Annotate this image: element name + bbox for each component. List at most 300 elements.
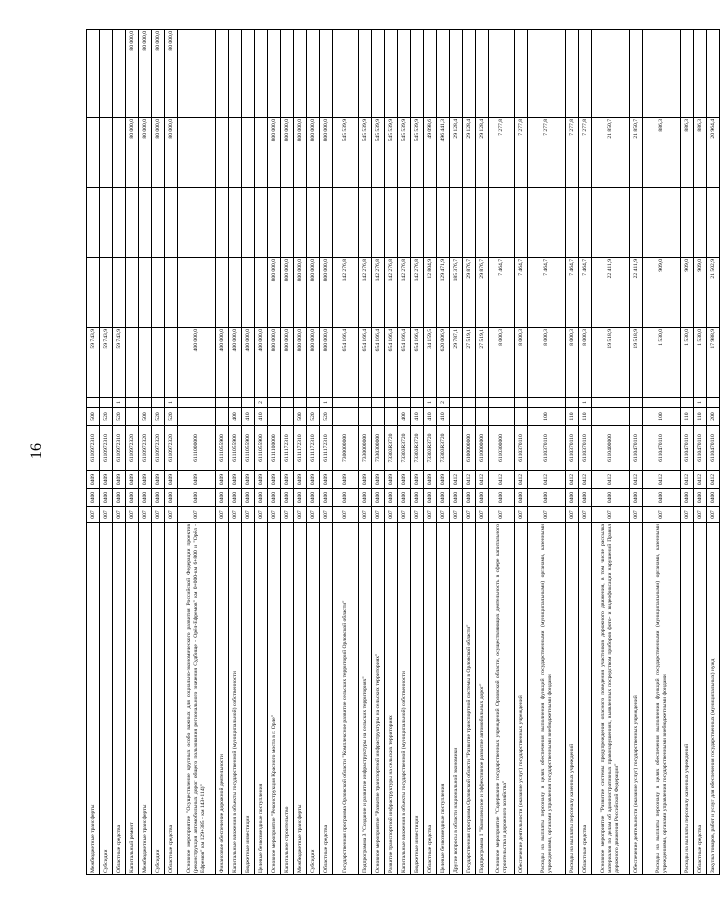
- row-amount-5-cell: [411, 30, 424, 118]
- table-row: [372, 30, 385, 875]
- row-amount-3-cell: [139, 188, 152, 258]
- row-subsection-cell: 0412: [528, 471, 566, 489]
- row-amount-2-cell: 800 000,0: [307, 258, 320, 328]
- row-amount-2-cell: 909,0: [643, 258, 681, 328]
- row-amount-3-cell: [178, 188, 216, 258]
- row-amount-5-cell: [372, 30, 385, 118]
- row-subsection-cell: 0412: [450, 471, 463, 489]
- row-source-cell: [372, 398, 385, 408]
- row-section-cell: 0400: [411, 489, 424, 507]
- budget-table-body: [87, 30, 720, 875]
- table-row: [216, 30, 229, 875]
- row-subsection-cell: 0409: [385, 471, 398, 489]
- row-amount-5-cell: [385, 30, 398, 118]
- row-section-cell: 0400: [126, 489, 139, 507]
- row-amount-4-cell: 545 539,9: [333, 118, 359, 188]
- row-target-article-cell: 73303R3720: [385, 426, 398, 471]
- row-amount-4-cell: 80 000,0: [165, 118, 178, 188]
- row-amount-cell: 620 006,9: [437, 328, 450, 398]
- row-subsection-cell: 0412: [707, 471, 720, 489]
- row-source-cell: [139, 398, 152, 408]
- row-subsection-cell: 0409: [100, 471, 113, 489]
- row-amount-3-cell: [592, 188, 630, 258]
- row-amount-5-cell: [268, 30, 281, 118]
- row-name-cell: Обеспечение деятельности (оказание услуг) государственных учреждений: [515, 523, 528, 875]
- row-expense-type-cell: [450, 408, 463, 426]
- row-expense-type-cell: 410: [242, 408, 255, 426]
- row-amount-4-cell: 29 128,4: [450, 118, 463, 188]
- row-amount-3-cell: [113, 188, 126, 258]
- row-subsection-cell: 0409: [411, 471, 424, 489]
- row-section-cell: 0400: [463, 489, 476, 507]
- row-source-cell: [242, 398, 255, 408]
- row-amount-cell: 654 166,4: [398, 328, 411, 398]
- row-name-cell: Расходы на выплаты персоналу в целях обеспечения выполнения функций государственными (муниципальными) органами, казенными учреждениями, органами управления государственными внебюджетными фондами: [528, 523, 566, 875]
- table-row: [579, 30, 592, 875]
- row-subsection-cell: 0409: [113, 471, 126, 489]
- row-target-article-cell: 6110470110: [707, 426, 720, 471]
- row-amount-5-cell: [450, 30, 463, 118]
- row-amount-5-cell: [216, 30, 229, 118]
- row-expense-type-cell: 410: [255, 408, 268, 426]
- row-amount-2-cell: [255, 258, 268, 328]
- row-expense-type-cell: [630, 408, 643, 426]
- row-expense-type-cell: 100: [643, 408, 681, 426]
- row-amount-4-cell: 7 277,8: [489, 118, 515, 188]
- row-amount-4-cell: 29 128,4: [463, 118, 476, 188]
- row-source-cell: [178, 398, 216, 408]
- row-expense-type-cell: 410: [424, 408, 437, 426]
- row-amount-4-cell: 7 277,8: [528, 118, 566, 188]
- row-amount-2-cell: 22 411,9: [592, 258, 630, 328]
- row-amount-3-cell: [515, 188, 528, 258]
- row-section-cell: 0400: [592, 489, 630, 507]
- row-source-cell: [229, 398, 242, 408]
- row-amount-5-cell: [424, 30, 437, 118]
- table-row: [630, 30, 643, 875]
- row-section-cell: 0400: [255, 489, 268, 507]
- row-subsection-cell: 0409: [281, 471, 294, 489]
- row-name-cell: Основное мероприятие "Осуществление крупных особо важных для социально-экономического развития Российской Федерации проектов (реконструкция автомобильных дорог общего пользования регионального значения Судбище - Орёл-Ефремов" км 0+000-км 6+800 и "Орёл - Ефремов" км 129+385 - км 143+114)": [178, 523, 216, 875]
- row-target-article-cell: 6111055900: [216, 426, 229, 471]
- table-row: [87, 30, 100, 875]
- row-source-cell: 2: [255, 398, 268, 408]
- row-ved-cell: 007: [385, 507, 398, 523]
- table-row: [592, 30, 630, 875]
- row-source-cell: [152, 398, 165, 408]
- row-target-article-cell: 6110470110: [630, 426, 643, 471]
- row-ved-cell: 007: [681, 507, 694, 523]
- row-amount-4-cell: 20 964,4: [707, 118, 720, 188]
- row-target-article-cell: 6110000000: [476, 426, 489, 471]
- row-target-article-cell: 73303R3720: [437, 426, 450, 471]
- row-amount-5-cell: [528, 30, 566, 118]
- row-amount-3-cell: [242, 188, 255, 258]
- row-amount-cell: 8 000,3: [515, 328, 528, 398]
- row-expense-type-cell: 200: [707, 408, 720, 426]
- row-amount-3-cell: [372, 188, 385, 258]
- row-amount-3-cell: [268, 188, 281, 258]
- table-row: [476, 30, 489, 875]
- row-source-cell: [643, 398, 681, 408]
- row-expense-type-cell: [178, 408, 216, 426]
- row-amount-4-cell: 545 539,9: [372, 118, 385, 188]
- row-amount-3-cell: [694, 188, 707, 258]
- row-target-article-cell: 7300000000: [333, 426, 359, 471]
- row-expense-type-cell: 520: [320, 408, 333, 426]
- row-ved-cell: 007: [242, 507, 255, 523]
- row-name-cell: Субсидии: [100, 523, 113, 875]
- table-row: [450, 30, 463, 875]
- row-amount-2-cell: [178, 258, 216, 328]
- row-target-article-cell: 6110470110: [681, 426, 694, 471]
- row-ved-cell: 007: [216, 507, 229, 523]
- row-amount-3-cell: [359, 188, 372, 258]
- row-subsection-cell: 0412: [515, 471, 528, 489]
- row-amount-5-cell: [87, 30, 100, 118]
- row-section-cell: 0400: [566, 489, 579, 507]
- row-subsection-cell: 0412: [566, 471, 579, 489]
- row-section-cell: 0400: [165, 489, 178, 507]
- row-ved-cell: 007: [152, 507, 165, 523]
- table-row: [333, 30, 359, 875]
- table-row: [320, 30, 333, 875]
- row-subsection-cell: 0409: [359, 471, 372, 489]
- row-amount-cell: 19 518,9: [592, 328, 630, 398]
- row-name-cell: Бюджетные инвестиции: [411, 523, 424, 875]
- row-source-cell: [359, 398, 372, 408]
- row-section-cell: 0400: [216, 489, 229, 507]
- row-expense-type-cell: [463, 408, 476, 426]
- row-subsection-cell: 0412: [681, 471, 694, 489]
- row-target-article-cell: 6111172310: [281, 426, 294, 471]
- row-amount-3-cell: [294, 188, 307, 258]
- row-amount-4-cell: 800 000,0: [268, 118, 281, 188]
- row-ved-cell: 007: [515, 507, 528, 523]
- row-amount-2-cell: 29 876,7: [476, 258, 489, 328]
- table-row: [100, 30, 113, 875]
- row-name-cell: Капитальный ремонт: [126, 523, 139, 875]
- row-section-cell: 0400: [268, 489, 281, 507]
- table-row: [437, 30, 450, 875]
- row-ved-cell: 007: [307, 507, 320, 523]
- row-source-cell: [411, 398, 424, 408]
- row-subsection-cell: 0412: [694, 471, 707, 489]
- row-target-article-cell: 6110972320: [126, 426, 139, 471]
- table-row: [707, 30, 720, 875]
- row-amount-5-cell: [476, 30, 489, 118]
- row-amount-3-cell: [643, 188, 681, 258]
- row-name-cell: Межбюджетные трансферты: [139, 523, 152, 875]
- row-amount-2-cell: [229, 258, 242, 328]
- row-amount-2-cell: 800 000,0: [281, 258, 294, 328]
- row-amount-4-cell: 800 000,0: [294, 118, 307, 188]
- row-target-article-cell: 6111000000: [178, 426, 216, 471]
- row-target-article-cell: 6110300000: [489, 426, 515, 471]
- row-section-cell: 0400: [87, 489, 100, 507]
- row-ved-cell: 007: [294, 507, 307, 523]
- row-expense-type-cell: 520: [165, 408, 178, 426]
- row-amount-4-cell: 800 000,0: [307, 118, 320, 188]
- table-row: [178, 30, 216, 875]
- table-row: [139, 30, 152, 875]
- row-amount-3-cell: [424, 188, 437, 258]
- row-amount-5-cell: [463, 30, 476, 118]
- row-amount-2-cell: 142 276,8: [333, 258, 359, 328]
- row-amount-2-cell: 800 000,0: [294, 258, 307, 328]
- row-amount-2-cell: 22 411,9: [630, 258, 643, 328]
- table-row: [255, 30, 268, 875]
- row-amount-5-cell: 80 000,0: [152, 30, 165, 118]
- row-name-cell: Субсидии: [307, 523, 320, 875]
- row-amount-3-cell: [165, 188, 178, 258]
- row-expense-type-cell: [359, 408, 372, 426]
- row-subsection-cell: 0412: [463, 471, 476, 489]
- row-subsection-cell: 0409: [87, 471, 100, 489]
- row-amount-4-cell: 496 441,3: [437, 118, 450, 188]
- row-amount-5-cell: 80 000,0: [126, 30, 139, 118]
- row-name-cell: Межбюджетные трансферты: [294, 523, 307, 875]
- row-target-article-cell: 6110370110: [528, 426, 566, 471]
- row-target-article-cell: 6111172310: [307, 426, 320, 471]
- row-source-cell: [100, 398, 113, 408]
- row-source-cell: 1: [320, 398, 333, 408]
- row-amount-3-cell: [229, 188, 242, 258]
- row-ved-cell: 007: [489, 507, 515, 523]
- row-subsection-cell: 0412: [643, 471, 681, 489]
- row-subsection-cell: 0409: [294, 471, 307, 489]
- row-amount-4-cell: [242, 118, 255, 188]
- row-subsection-cell: 0409: [307, 471, 320, 489]
- table-row: [229, 30, 242, 875]
- table-row: [424, 30, 437, 875]
- row-amount-2-cell: 909,0: [681, 258, 694, 328]
- row-section-cell: 0400: [333, 489, 359, 507]
- row-amount-2-cell: 129 471,9: [437, 258, 450, 328]
- row-amount-2-cell: 142 276,8: [398, 258, 411, 328]
- row-expense-type-cell: 400: [398, 408, 411, 426]
- row-name-cell: Подпрограмма 3 "Создание и развитие инфраструктуры на сельских территориях": [359, 523, 372, 875]
- row-source-cell: [450, 398, 463, 408]
- row-source-cell: [398, 398, 411, 408]
- row-amount-4-cell: 886,3: [681, 118, 694, 188]
- row-name-cell: Целевые безвозмездные поступления: [255, 523, 268, 875]
- row-amount-3-cell: [681, 188, 694, 258]
- row-amount-4-cell: [87, 118, 100, 188]
- row-subsection-cell: 0409: [333, 471, 359, 489]
- row-ved-cell: 007: [229, 507, 242, 523]
- row-source-cell: [281, 398, 294, 408]
- table-row: [694, 30, 707, 875]
- row-source-cell: [216, 398, 229, 408]
- row-expense-type-cell: 110: [681, 408, 694, 426]
- row-target-article-cell: 7330300000: [372, 426, 385, 471]
- row-section-cell: 0400: [229, 489, 242, 507]
- row-source-cell: [528, 398, 566, 408]
- row-name-cell: Основное мероприятие "Развитие системы предупреждения опасного поведения участников дорожного движения, в том числе рассылка материалов по делам об административных правонарушениях, выявленных посредством приборов фото- и видеофиксации нарушений Правил дорожного движения Российской Федерации": [592, 523, 630, 875]
- page-number: 16: [28, 443, 45, 459]
- row-amount-2-cell: [126, 258, 139, 328]
- row-amount-2-cell: [139, 258, 152, 328]
- row-amount-cell: 1 530,0: [643, 328, 681, 398]
- row-amount-5-cell: [592, 30, 630, 118]
- row-section-cell: 0400: [450, 489, 463, 507]
- row-ved-cell: 007: [139, 507, 152, 523]
- row-target-article-cell: 6111055900: [255, 426, 268, 471]
- row-name-cell: Областные средства: [694, 523, 707, 875]
- row-ved-cell: 007: [643, 507, 681, 523]
- row-source-cell: [630, 398, 643, 408]
- row-section-cell: 0400: [320, 489, 333, 507]
- row-source-cell: 1: [424, 398, 437, 408]
- row-expense-type-cell: [216, 408, 229, 426]
- row-amount-4-cell: 800 000,0: [281, 118, 294, 188]
- row-section-cell: 0400: [372, 489, 385, 507]
- row-expense-type-cell: 110: [694, 408, 707, 426]
- row-subsection-cell: 0412: [630, 471, 643, 489]
- row-section-cell: 0400: [152, 489, 165, 507]
- row-amount-5-cell: [113, 30, 126, 118]
- row-target-article-cell: 6111100000: [268, 426, 281, 471]
- row-section-cell: 0400: [579, 489, 592, 507]
- row-subsection-cell: 0409: [152, 471, 165, 489]
- row-target-article-cell: 6110972310: [113, 426, 126, 471]
- table-row: [489, 30, 515, 875]
- row-section-cell: 0400: [139, 489, 152, 507]
- row-amount-5-cell: [229, 30, 242, 118]
- budget-table: [86, 29, 720, 875]
- row-name-cell: Капитальные вложения в объекты государственной (муниципальной) собственности: [229, 523, 242, 875]
- row-amount-2-cell: 21 502,9: [707, 258, 720, 328]
- row-target-article-cell: 73303R3720: [411, 426, 424, 471]
- row-amount-3-cell: [450, 188, 463, 258]
- row-amount-cell: 800 000,0: [294, 328, 307, 398]
- row-amount-4-cell: 800 000,0: [320, 118, 333, 188]
- row-amount-3-cell: [566, 188, 579, 258]
- row-amount-cell: [126, 328, 139, 398]
- row-ved-cell: 007: [113, 507, 126, 523]
- row-amount-cell: 800 000,0: [307, 328, 320, 398]
- row-amount-4-cell: 7 277,8: [566, 118, 579, 188]
- row-amount-5-cell: [359, 30, 372, 118]
- row-amount-5-cell: [242, 30, 255, 118]
- row-amount-3-cell: [528, 188, 566, 258]
- row-amount-cell: 1 530,0: [694, 328, 707, 398]
- row-source-cell: [681, 398, 694, 408]
- row-target-article-cell: 6110972310: [100, 426, 113, 471]
- row-name-cell: Развитие транспортной инфраструктуры на сельских территориях: [385, 523, 398, 875]
- row-name-cell: Капитальные вложения в объекты государственной (муниципальной) собственности: [398, 523, 411, 875]
- table-row: [126, 30, 139, 875]
- row-amount-cell: 19 518,9: [630, 328, 643, 398]
- row-amount-3-cell: [281, 188, 294, 258]
- row-ved-cell: 007: [528, 507, 566, 523]
- row-expense-type-cell: 520: [113, 408, 126, 426]
- row-amount-cell: 400 000,0: [216, 328, 229, 398]
- row-amount-cell: 654 166,4: [372, 328, 385, 398]
- row-source-cell: [566, 398, 579, 408]
- row-amount-3-cell: [579, 188, 592, 258]
- row-subsection-cell: 0409: [216, 471, 229, 489]
- row-source-cell: [592, 398, 630, 408]
- row-section-cell: 0400: [294, 489, 307, 507]
- row-name-cell: Финансовое обеспечение дорожной деятельности: [216, 523, 229, 875]
- row-subsection-cell: 0409: [126, 471, 139, 489]
- row-name-cell: Областные средства: [320, 523, 333, 875]
- row-amount-cell: 400 000,0: [242, 328, 255, 398]
- table-row: [281, 30, 294, 875]
- row-amount-4-cell: [255, 118, 268, 188]
- row-amount-cell: [165, 328, 178, 398]
- row-target-article-cell: 6110400000: [592, 426, 630, 471]
- row-expense-type-cell: [268, 408, 281, 426]
- row-target-article-cell: 6111055900: [229, 426, 242, 471]
- row-source-cell: 1: [579, 398, 592, 408]
- row-amount-4-cell: 80 000,0: [126, 118, 139, 188]
- table-row: [463, 30, 476, 875]
- row-amount-cell: 400 000,0: [229, 328, 242, 398]
- row-source-cell: 2: [437, 398, 450, 408]
- row-amount-2-cell: 7 464,7: [515, 258, 528, 328]
- row-amount-cell: 27 519,1: [476, 328, 489, 398]
- row-target-article-cell: 73303R3720: [398, 426, 411, 471]
- row-section-cell: 0400: [681, 489, 694, 507]
- row-amount-cell: 8 000,3: [579, 328, 592, 398]
- row-section-cell: 0400: [694, 489, 707, 507]
- row-subsection-cell: 0409: [255, 471, 268, 489]
- row-section-cell: 0400: [476, 489, 489, 507]
- row-amount-4-cell: 80 000,0: [152, 118, 165, 188]
- row-name-cell: Субсидии: [152, 523, 165, 875]
- table-row: [359, 30, 372, 875]
- row-amount-cell: 29 787,1: [450, 328, 463, 398]
- row-name-cell: Областные средства: [165, 523, 178, 875]
- row-amount-4-cell: 21 850,7: [630, 118, 643, 188]
- row-target-article-cell: [450, 426, 463, 471]
- row-expense-type-cell: [476, 408, 489, 426]
- row-section-cell: 0400: [398, 489, 411, 507]
- row-source-cell: [294, 398, 307, 408]
- row-amount-cell: 800 000,0: [320, 328, 333, 398]
- row-amount-5-cell: [566, 30, 579, 118]
- row-amount-2-cell: [113, 258, 126, 328]
- table-row: [242, 30, 255, 875]
- table-row: [681, 30, 694, 875]
- row-name-cell: Расходы на выплаты персоналу в целях обеспечения выполнения функций государственными (муниципальными) органами, казенными учреждениями, органами управления государственными внебюджетными фондами: [643, 523, 681, 875]
- row-name-cell: Бюджетные инвестиции: [242, 523, 255, 875]
- row-amount-3-cell: [411, 188, 424, 258]
- row-amount-cell: 654 166,4: [359, 328, 372, 398]
- row-subsection-cell: 0409: [139, 471, 152, 489]
- row-ved-cell: 007: [694, 507, 707, 523]
- row-ved-cell: 007: [372, 507, 385, 523]
- row-amount-2-cell: [165, 258, 178, 328]
- row-subsection-cell: 0409: [398, 471, 411, 489]
- row-source-cell: [126, 398, 139, 408]
- row-amount-cell: 8 000,3: [566, 328, 579, 398]
- row-target-article-cell: 6110972310: [87, 426, 100, 471]
- table-row: [152, 30, 165, 875]
- row-target-article-cell: 6110972320: [152, 426, 165, 471]
- row-ved-cell: 007: [268, 507, 281, 523]
- row-amount-3-cell: [476, 188, 489, 258]
- row-amount-cell: 654 166,4: [333, 328, 359, 398]
- table-row: [268, 30, 281, 875]
- row-ved-cell: 007: [320, 507, 333, 523]
- row-name-cell: Подпрограмма 1 "Комплексное и эффективное развитие автомобильных дорог": [476, 523, 489, 875]
- row-amount-4-cell: 886,3: [643, 118, 681, 188]
- row-subsection-cell: 0409: [424, 471, 437, 489]
